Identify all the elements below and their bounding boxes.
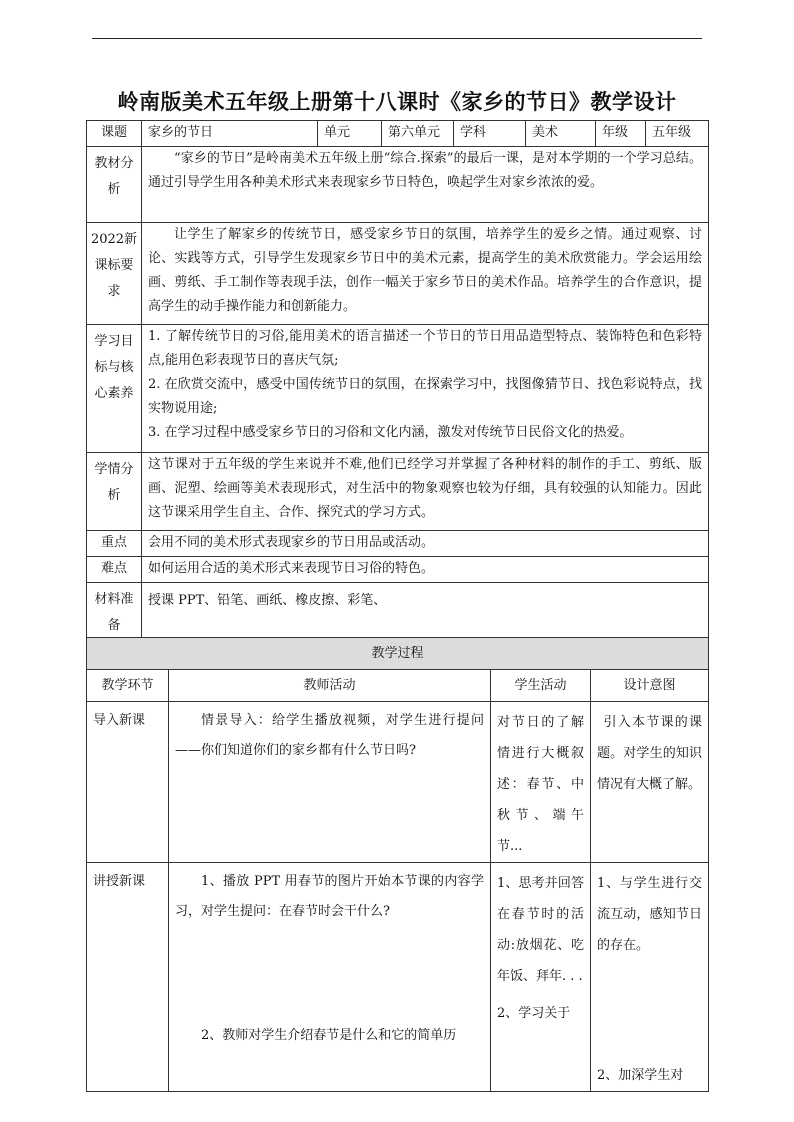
col-stage: 教学环节: [87, 670, 169, 702]
process-column-headers: [87, 670, 709, 702]
intent-teach-1: 1、与学生进行交流互动，感知节日的存在。: [597, 876, 703, 953]
teacher-intro: 情景导入：给学生播放视频，对学生进行提问——你们知道你们的家乡都有什么节日吗?: [169, 702, 491, 863]
col-intent: 设计意图: [591, 670, 709, 702]
goal-item-3: 3. 在学习过程中感受家乡节日的习俗和文化内涵，激发对传统节日民俗文化的热爱。: [148, 425, 633, 440]
teaching-process-table: [86, 637, 709, 1092]
label-cailiao: 材料准备: [87, 583, 142, 640]
text-cailiao: 授课 PPT、铅笔、画纸、橡皮擦、彩笔、: [142, 583, 709, 640]
teacher-teach-cell: [169, 863, 491, 1092]
row-xueqing: [87, 453, 709, 531]
text-kebiao: 让学生了解家乡的传统节日，感受家乡节日的氛围，培养学生的爱乡之情。通过观察、讨论、实践等方式，引导学生发现家乡节日中的美术元素，提高学生的美术欣赏能力。学会运用绘画、剪纸、手工制作等表现手法，创作一幅关于家乡节日的美术作品。培养学生的合作意识，提高学生的动手操作能力和创新能力。: [142, 223, 709, 325]
col-teacher: 教师活动: [169, 670, 491, 702]
row-cailiao: [87, 583, 709, 640]
student-teach-1: 1、思考并回答在春节时的活动:放烟花、吃年饭、拜年. . .: [497, 876, 584, 984]
teacher-teach-1: 1、播放 PPT 用春节的图片开始本节课的内容学习，对学生提问：在春节时会干什么?: [175, 874, 484, 919]
text-zhongdian: 会用不同的美术形式表现家乡的节日用品或活动。: [142, 531, 709, 557]
list-mubiao: [142, 325, 709, 453]
teacher-gap: [175, 927, 484, 1021]
stage-teach: 讲授新课: [87, 863, 169, 1092]
value-xueke: 美术: [526, 121, 596, 147]
process-row-intro: [87, 702, 709, 863]
process-heading-row: [87, 638, 709, 670]
intent-intro: 引入本节课的课题。对学生的知识情况有大概了解。: [591, 702, 709, 863]
label-zhongdian: 重点: [87, 531, 142, 557]
student-teach-cell: [491, 863, 591, 1092]
intent-teach-2: 2、加深学生对: [597, 1068, 684, 1083]
header-rule: [92, 38, 702, 39]
value-keti: 家乡的节日: [142, 121, 318, 147]
label-mubiao: 学习目标与核心素养: [87, 325, 142, 453]
row-mubiao: [87, 325, 709, 453]
row-zhongdian: [87, 531, 709, 557]
intent-teach-cell: [591, 863, 709, 1092]
text-nandian: 如何运用合适的美术形式来表现节日习俗的特色。: [142, 557, 709, 583]
label-xueqing: 学情分析: [87, 453, 142, 531]
stage-intro: 导入新课: [87, 702, 169, 863]
header-row: [87, 121, 709, 147]
goal-item-1: 1. 了解传统节日的习俗,能用美术的语言描述一个节日的节日用品造型特点、装饰特色和色彩特点,能用色彩表现节日的喜庆气氛;: [148, 329, 702, 368]
lesson-info-table: [86, 120, 709, 640]
col-student: 学生活动: [491, 670, 591, 702]
row-kebiao: [87, 223, 709, 325]
label-nandian: 难点: [87, 557, 142, 583]
label-keti: 课题: [87, 121, 142, 147]
label-xueke: 学科: [454, 121, 526, 147]
teacher-teach-2: 2、教师对学生介绍春节是什么和它的简单历: [201, 1028, 457, 1043]
label-kebiao: 2022新课标要求: [87, 223, 142, 325]
label-nianji: 年级: [596, 121, 646, 147]
text-jiaocai: “家乡的节日”是岭南美术五年级上册“综合.探索”的最后一课，是对本学期的一个学习总结。通过引导学生用各种美术形式来表现家乡节日特色，唤起学生对家乡浓浓的爱。: [142, 147, 709, 223]
intent-gap: [597, 961, 702, 1060]
row-nandian: [87, 557, 709, 583]
process-heading: 教学过程: [87, 638, 709, 670]
student-teach-2: 2、学习关于: [497, 1006, 571, 1021]
process-row-teach: [87, 863, 709, 1092]
student-intro: 对节日的了解情进行大概叙述：春节、中秋节、端午节...: [491, 702, 591, 863]
document-title: 岭南版美术五年级上册第十八课时《家乡的节日》教学设计: [117, 90, 677, 114]
label-jiaocai: 教材分析: [87, 147, 142, 223]
value-danyuan: 第六单元: [382, 121, 454, 147]
goal-item-2: 2. 在欣赏交流中，感受中国传统节日的氛围，在探索学习中，找图像猜节日、找色彩说特点，找实物说用途;: [148, 377, 702, 416]
row-jiaocai: [87, 147, 709, 223]
value-nianji: 五年级: [646, 121, 709, 147]
label-danyuan: 单元: [318, 121, 382, 147]
text-xueqing: 这节课对于五年级的学生来说并不难,他们已经学习并掌握了各种材料的制作的手工、剪纸、版画、泥塑、绘画等美术表现形式，对生活中的物象观察也较为仔细，具有较强的认知能力。因此这节课采用学生自主、合作、探究式的学习方式。: [142, 453, 709, 531]
